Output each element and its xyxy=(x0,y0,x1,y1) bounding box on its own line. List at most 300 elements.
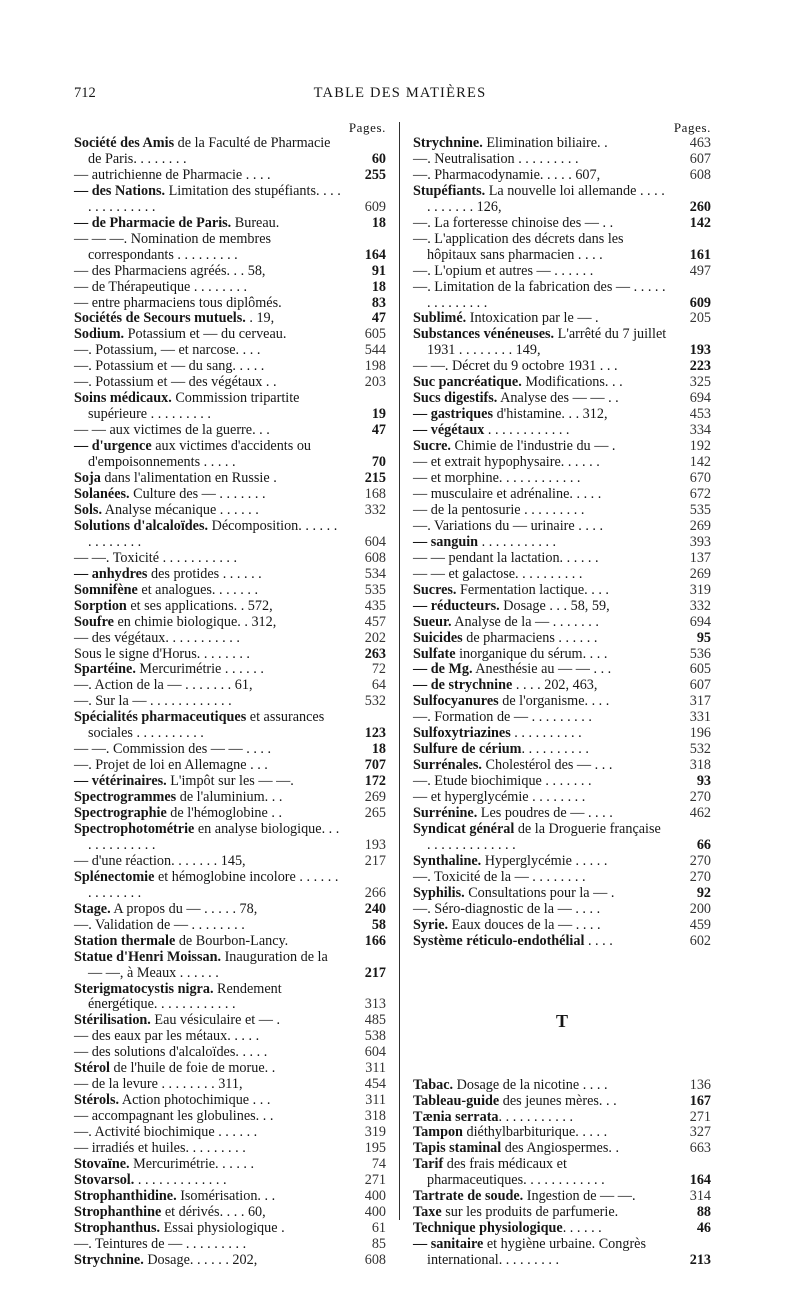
index-entry xyxy=(74,1221,386,1237)
page-reference: 217 xyxy=(364,964,386,981)
entry-heading: — sanitaire xyxy=(413,1236,484,1253)
entry-heading: Solutions d'alcaloïdes. xyxy=(74,517,209,534)
index-entry xyxy=(74,264,386,280)
page-reference: 166 xyxy=(364,932,386,949)
entry-heading: — réducteurs. xyxy=(413,597,500,614)
page-reference: 454 xyxy=(364,1076,386,1093)
page-number: 712 xyxy=(74,85,96,101)
index-entry xyxy=(413,168,711,184)
page-reference: 137 xyxy=(689,549,711,566)
entry-text: des frais médicaux et pharmaceutiques. . . . . . . . . . . . xyxy=(427,1156,605,1189)
entry-heading: Statue d'Henri Moissan. xyxy=(74,948,222,965)
entry-heading: Surrénales. xyxy=(413,757,482,774)
entry-text: des jeunes mères. . . xyxy=(499,1092,617,1109)
page-reference: 270 xyxy=(689,868,711,885)
entry-text: — — et galactose. . . . . . . . . . xyxy=(413,565,583,582)
entry-heading: Stérilisation. xyxy=(74,1012,151,1029)
index-entry xyxy=(74,551,386,567)
page-reference: 270 xyxy=(689,852,711,869)
page-reference: 202 xyxy=(364,629,386,646)
entry-heading: Sublimé. xyxy=(413,310,467,327)
entry-text: L'impôt sur les — —. xyxy=(166,773,294,790)
entry-text: . . . . . . . . . . xyxy=(521,741,589,758)
page-reference: 72 xyxy=(371,661,386,678)
page-reference: 485 xyxy=(364,1012,386,1029)
entry-heading: — de strychnine xyxy=(413,677,513,694)
index-entry xyxy=(74,1157,386,1173)
right-entries xyxy=(413,136,711,950)
index-entry xyxy=(74,391,386,423)
page-reference: 269 xyxy=(689,517,711,534)
entry-text: Bureau. xyxy=(231,214,280,231)
index-entry xyxy=(413,678,711,694)
entry-heading: Substances vénéneuses. xyxy=(413,326,555,343)
index-entry xyxy=(74,982,386,1014)
page-reference: 167 xyxy=(689,1092,711,1109)
entry-heading: Spectrogrammes xyxy=(74,789,177,806)
page-reference: 459 xyxy=(689,916,711,933)
page-reference: 217 xyxy=(364,852,386,869)
entry-heading: Sorption xyxy=(74,597,127,614)
page-reference: 400 xyxy=(364,1187,386,1204)
entry-text: — de Thérapeutique . . . . . . . . xyxy=(74,278,248,295)
index-entry xyxy=(413,503,711,519)
pages-label-left: Pages. xyxy=(348,120,386,135)
page-reference: 215 xyxy=(364,470,386,487)
index-entry xyxy=(74,950,386,982)
page-reference: 334 xyxy=(689,422,711,439)
index-entry xyxy=(74,439,386,471)
entry-heading: Système réticulo-endothélial xyxy=(413,932,585,949)
entry-text: en analyse biologique. . . . . . . . . . . . . xyxy=(88,820,340,853)
entry-heading: Sulfocyanures xyxy=(413,693,499,710)
page-reference: 64 xyxy=(371,677,386,694)
index-entry xyxy=(74,232,386,264)
entry-text: en chimie biologique. . 312, xyxy=(113,613,277,630)
index-entry xyxy=(74,1141,386,1157)
entry-heading: Sucres. xyxy=(413,581,457,598)
entry-text: de la Faculté de Pharmacie de Paris. . . . . . . . xyxy=(88,135,331,167)
entry-heading: Syndicat général xyxy=(413,820,515,837)
page-reference: 46 xyxy=(696,1220,711,1237)
page-reference: 605 xyxy=(364,326,386,343)
entry-text: aux victimes d'accidents ou d'empoisonnements . . . . . xyxy=(88,438,312,471)
entry-text: de l'hémoglobine . . xyxy=(166,805,282,822)
entry-text: — — pendant la lactation. . . . . . xyxy=(413,549,599,566)
index-entry xyxy=(413,694,711,710)
index-entry xyxy=(74,1029,386,1045)
entry-text: A propos du — . . . . . 78, xyxy=(110,900,258,917)
page-reference: 168 xyxy=(364,485,386,502)
page-reference: 83 xyxy=(371,294,386,311)
page-reference: 707 xyxy=(364,757,386,774)
entry-heading: Spectrophotométrie xyxy=(74,820,195,837)
page-reference: 19 xyxy=(371,406,386,423)
index-entry xyxy=(413,216,711,232)
entry-text: —. Action de la — . . . . . . . 61, xyxy=(74,677,253,694)
entry-heading: Tampon xyxy=(413,1124,463,1141)
entry-text: Consultations pour la — . xyxy=(464,884,615,901)
entry-heading: Tarif xyxy=(413,1156,444,1173)
page-reference: 319 xyxy=(689,581,711,598)
entry-text: — accompagnant les globulines. . . xyxy=(74,1108,274,1125)
index-entry xyxy=(74,503,386,519)
page-header xyxy=(0,85,800,105)
entry-text: Les poudres de — . . . . xyxy=(477,805,613,822)
index-entry xyxy=(74,599,386,615)
index-entry xyxy=(74,1077,386,1093)
entry-text: . . . . . . . . . . . xyxy=(498,1108,573,1125)
entry-text: —. Potassium et — des végétaux . . xyxy=(74,374,277,391)
index-entry xyxy=(74,216,386,232)
entry-heading: — sanguin xyxy=(413,533,479,550)
entry-heading: Sueur. xyxy=(413,613,452,630)
entry-text: . . . . . . . . . . . . xyxy=(484,422,570,439)
page-reference: 609 xyxy=(364,198,386,215)
page-reference: 203 xyxy=(364,374,386,391)
entry-text: . 19, xyxy=(245,310,275,327)
index-entry xyxy=(413,1110,711,1126)
entry-text: Analyse mécanique . . . . . . xyxy=(102,501,259,518)
entry-heading: Strophanthidine. xyxy=(74,1187,177,1204)
index-entry xyxy=(413,886,711,902)
index-entry xyxy=(74,471,386,487)
entry-text: et analogues. . . . . . . xyxy=(137,581,259,598)
entry-heading: Strychnine. xyxy=(74,1251,144,1268)
index-entry xyxy=(413,790,711,806)
page-reference: 532 xyxy=(689,741,711,758)
index-entry xyxy=(74,1237,386,1253)
index-entry xyxy=(413,152,711,168)
page-reference: 88 xyxy=(696,1204,711,1221)
entry-text: L'arrêté du 7 juillet 1931 . . . . . . . . 149, xyxy=(427,326,667,359)
entry-text: Analyse des — — . . xyxy=(497,390,619,407)
page-reference: 200 xyxy=(689,900,711,917)
entry-text: et hygiène urbaine. Congrès international. . . . . . . . . xyxy=(427,1236,646,1269)
entry-heading: Sulfoxytriazines xyxy=(413,725,511,742)
page-reference: 260 xyxy=(689,198,711,215)
page-reference: 318 xyxy=(689,757,711,774)
page-reference: 462 xyxy=(689,805,711,822)
index-entry xyxy=(413,1205,711,1221)
page-reference: 193 xyxy=(689,342,711,359)
page-reference: 609 xyxy=(689,294,711,311)
page-reference: 192 xyxy=(689,438,711,455)
entry-heading: Sodium. xyxy=(74,326,125,343)
index-entry xyxy=(74,790,386,806)
entry-heading: Tænia serrata xyxy=(413,1108,499,1125)
index-entry xyxy=(413,647,711,663)
entry-heading: Sucre. xyxy=(413,438,451,455)
entry-text: . . . . . . . . . . . . . xyxy=(134,1171,227,1188)
entry-text: —. Formation de — . . . . . . . . . xyxy=(413,709,592,726)
entry-text: — — aux victimes de la guerre. . . xyxy=(74,422,270,439)
index-entry xyxy=(74,902,386,918)
page-reference: 311 xyxy=(365,1060,386,1077)
index-entry xyxy=(413,1141,711,1157)
entry-heading: Station thermale xyxy=(74,932,176,949)
entry-text: — — —. Nomination de membres correspondants . . . . . . . . . xyxy=(74,230,272,263)
entry-heading: Sulfure de cérium xyxy=(413,741,522,758)
entry-text: —. Etude biochimique . . . . . . . xyxy=(413,773,592,790)
index-entry xyxy=(74,343,386,359)
entry-text: . . . . xyxy=(584,932,613,949)
entry-text: de l'huile de foie de morue. . xyxy=(110,1060,276,1077)
entry-heading: — de Mg. xyxy=(413,661,473,678)
page-reference: 123 xyxy=(364,725,386,742)
entry-text: —. Activité biochimique . . . . . . xyxy=(74,1124,258,1141)
entry-text: Mercurimétrie . . . . . . xyxy=(135,661,264,678)
entry-text: — des solutions d'alcaloïdes. . . . . xyxy=(74,1044,268,1061)
entry-heading: Tabac. xyxy=(413,1076,454,1093)
index-entry xyxy=(74,1173,386,1189)
page-reference: 672 xyxy=(689,485,711,502)
index-entry xyxy=(413,439,711,455)
page-reference: 58 xyxy=(371,916,386,933)
entry-text: — de la pentosurie . . . . . . . . . xyxy=(413,501,585,518)
index-entry xyxy=(413,1237,711,1269)
index-entry xyxy=(413,423,711,439)
index-entry xyxy=(413,519,711,535)
entry-text: — des eaux par les métaux. . . . . xyxy=(74,1028,260,1045)
entry-text: — des végétaux. . . . . . . . . . . xyxy=(74,629,240,646)
entry-text: Action photochimique . . . xyxy=(119,1092,271,1109)
page-reference: 270 xyxy=(689,789,711,806)
page-reference: 327 xyxy=(689,1124,711,1141)
index-entry xyxy=(74,1253,386,1269)
section-gap xyxy=(413,950,711,990)
entry-heading: Suc pancréatique. xyxy=(413,374,522,391)
entry-text: . . . . . . . . . . . xyxy=(478,533,557,550)
index-entry xyxy=(413,870,711,886)
entry-heading: Stovaïne. xyxy=(74,1156,130,1172)
page-reference: 95 xyxy=(696,629,711,646)
entry-text: de l'aluminium. . . xyxy=(176,789,283,806)
entry-text: — et extrait hypophysaire. . . . . . xyxy=(413,454,600,471)
entry-text: et dérivés. . . . 60, xyxy=(161,1203,266,1220)
page-reference: 271 xyxy=(689,1108,711,1125)
entry-text: Essai physiologique . xyxy=(160,1219,285,1236)
index-entry xyxy=(413,742,711,758)
page-reference: 172 xyxy=(364,773,386,790)
page-reference: 544 xyxy=(364,342,386,359)
page-reference: 263 xyxy=(364,645,386,662)
index-entry xyxy=(413,662,711,678)
page-reference: 602 xyxy=(689,932,711,949)
page-reference: 66 xyxy=(696,836,711,853)
index-entry xyxy=(413,359,711,375)
page-reference: 195 xyxy=(364,1140,386,1157)
index-entry xyxy=(74,694,386,710)
page-reference: 198 xyxy=(364,358,386,375)
index-entry xyxy=(74,678,386,694)
entry-text: —. L'application des décrets dans les hôpitaux sans pharmacien . . . . xyxy=(413,230,624,263)
entry-text: Commission tripartite supérieure . . . . . . . . . xyxy=(88,390,300,423)
entry-text: de pharmaciens . . . . . . xyxy=(462,629,598,646)
entry-text: . . . . . . . . . . xyxy=(510,725,582,742)
entry-text: Limitation des stupéfiants. . . . . . . . . . . . . . xyxy=(88,182,341,215)
index-entry xyxy=(413,551,711,567)
index-entry xyxy=(74,1205,386,1221)
page-reference: 142 xyxy=(689,214,711,231)
page-reference: 317 xyxy=(689,693,711,710)
page-reference: 91 xyxy=(371,262,386,279)
page-reference: 534 xyxy=(364,565,386,582)
entry-text: Dosage de la nicotine . . . . xyxy=(453,1076,608,1093)
page-reference: 457 xyxy=(364,613,386,630)
index-entry xyxy=(74,136,386,168)
entry-text: des Angiospermes. . xyxy=(501,1140,620,1157)
index-entry xyxy=(413,710,711,726)
page-reference: 47 xyxy=(371,310,386,327)
index-entry xyxy=(74,423,386,439)
index-entry xyxy=(413,136,711,152)
entry-heading: Strophanthine xyxy=(74,1203,162,1220)
entry-text: — autrichienne de Pharmacie . . . . xyxy=(74,166,271,183)
page-reference: 453 xyxy=(689,406,711,423)
index-entry xyxy=(413,327,711,359)
index-entry xyxy=(74,1045,386,1061)
entry-heading: Tapis staminal xyxy=(413,1140,502,1157)
page-reference: 205 xyxy=(689,310,711,327)
entry-text: La nouvelle loi allemande . . . . . . . . . . . 126, xyxy=(427,182,665,215)
entry-heading: — vétérinaires. xyxy=(74,773,167,790)
page-reference: 604 xyxy=(364,1044,386,1061)
entry-text: diéthylbarbiturique. . . . . xyxy=(462,1124,608,1141)
index-entry xyxy=(413,583,711,599)
entry-text: et hémoglobine incolore . . . . . . . . . . . . . . xyxy=(88,868,339,901)
entry-heading: Syphilis. xyxy=(413,884,465,901)
entry-text: — —. Décret du 9 octobre 1931 . . . xyxy=(413,358,618,375)
page-reference: 670 xyxy=(689,470,711,487)
page-reference: 608 xyxy=(689,166,711,183)
page-reference: 74 xyxy=(371,1156,386,1172)
entry-text: —. Limitation de la fabrication des — . . . . . . . . . . . . . . xyxy=(413,278,666,311)
entry-text: — des Pharmaciens agréés. . . 58, xyxy=(74,262,266,279)
index-entry xyxy=(413,535,711,551)
entry-text: des protides . . . . . . xyxy=(147,565,262,582)
index-entry xyxy=(74,918,386,934)
index-entry xyxy=(74,168,386,184)
index-entry xyxy=(413,615,711,631)
entry-text: sur les produits de parfumerie. xyxy=(441,1204,619,1221)
index-entry xyxy=(413,758,711,774)
page-reference: 332 xyxy=(364,501,386,518)
entry-heading: — des Nations. xyxy=(74,182,166,199)
page-reference: 161 xyxy=(689,246,711,263)
index-entry xyxy=(74,583,386,599)
page-reference: 164 xyxy=(689,1172,711,1189)
page-reference: 271 xyxy=(364,1171,386,1188)
index-entry xyxy=(413,1094,711,1110)
entry-text: Eaux douces de la — . . . . xyxy=(448,916,601,933)
entry-text: —. Pharmacodynamie. . . . . 607, xyxy=(413,166,601,183)
index-entry xyxy=(413,934,711,950)
page-reference: 535 xyxy=(689,501,711,518)
entry-heading: Tableau-guide xyxy=(413,1092,500,1109)
index-entry xyxy=(413,471,711,487)
index-entry xyxy=(74,1109,386,1125)
index-entry xyxy=(74,1125,386,1141)
index-entry xyxy=(413,184,711,216)
entry-heading: Sols. xyxy=(74,501,102,518)
index-entry xyxy=(413,726,711,742)
entry-text: de Bourbon-Lancy. xyxy=(175,932,289,949)
entry-heading: Stérol xyxy=(74,1060,110,1077)
page-reference: 61 xyxy=(371,1219,386,1236)
page-reference: 314 xyxy=(689,1188,711,1205)
entry-heading: Stupéfiants. xyxy=(413,182,486,199)
entry-heading: Sterigmatocystis nigra. xyxy=(74,980,214,997)
entry-heading: — végétaux xyxy=(413,422,485,439)
index-entry xyxy=(413,1221,711,1237)
page-reference: 663 xyxy=(689,1140,711,1157)
page-reference: 193 xyxy=(364,836,386,853)
section-letter: T xyxy=(555,1010,568,1031)
page-reference: 536 xyxy=(689,645,711,662)
entry-heading: Splénectomie xyxy=(74,868,155,885)
index-entry xyxy=(413,854,711,870)
entry-text: Cholestérol des — . . . xyxy=(481,757,613,774)
entry-text: et ses applications. . 572, xyxy=(126,597,273,614)
entry-heading: Spécialités pharmaceutiques xyxy=(74,709,247,726)
index-entry xyxy=(74,934,386,950)
entry-text: de la Droguerie française . . . . . . . . . . . . . xyxy=(427,820,661,853)
entry-heading: Strophanthus. xyxy=(74,1219,161,1236)
index-entry xyxy=(74,184,386,216)
index-entry xyxy=(413,918,711,934)
index-entry xyxy=(413,806,711,822)
page-reference: 92 xyxy=(696,884,711,901)
page-reference: 213 xyxy=(689,1252,711,1269)
pages-label-right: Pages. xyxy=(673,120,711,135)
entry-heading: — anhydres xyxy=(74,565,148,582)
page-reference: 463 xyxy=(689,135,711,151)
entry-text: —. Projet de loi en Allemagne . . . xyxy=(74,757,268,774)
page-reference: 269 xyxy=(689,565,711,582)
entry-text: Anesthésie au — — . . . xyxy=(472,661,612,678)
entry-text: Dosage . . . 58, 59, xyxy=(499,597,610,614)
entry-heading: Soins médicaux. xyxy=(74,390,172,407)
index-entry xyxy=(74,870,386,902)
index-entry xyxy=(413,1125,711,1141)
entry-text: —. L'opium et autres — . . . . . . xyxy=(413,262,594,279)
entry-text: d'histamine. . . 312, xyxy=(493,406,608,423)
page-reference: 136 xyxy=(689,1076,711,1093)
entry-text: —. Sur la — . . . . . . . . . . . . xyxy=(74,693,232,710)
entry-text: Ingestion de — —. xyxy=(523,1188,636,1205)
index-entry xyxy=(413,487,711,503)
entry-heading: Tartrate de soude. xyxy=(413,1188,524,1205)
entry-text: — de la levure . . . . . . . . 311, xyxy=(74,1076,243,1093)
index-entry xyxy=(74,359,386,375)
index-entry xyxy=(413,232,711,264)
page-reference: 265 xyxy=(364,805,386,822)
index-entry xyxy=(74,774,386,790)
page-reference: 694 xyxy=(689,613,711,630)
entry-text: — et hyperglycémie . . . . . . . . xyxy=(413,789,586,806)
page-reference: 313 xyxy=(364,996,386,1013)
entry-text: Chimie de l'industrie du — . xyxy=(450,438,616,455)
entry-heading: Spartéine. xyxy=(74,661,136,678)
page-reference: 608 xyxy=(364,549,386,566)
entry-heading: Solanées. xyxy=(74,485,130,502)
index-entry xyxy=(74,822,386,854)
index-entry xyxy=(74,375,386,391)
entry-heading: — gastriques xyxy=(413,406,494,423)
page-reference: 331 xyxy=(689,709,711,726)
entry-text: dans l'alimentation en Russie . xyxy=(100,470,277,487)
